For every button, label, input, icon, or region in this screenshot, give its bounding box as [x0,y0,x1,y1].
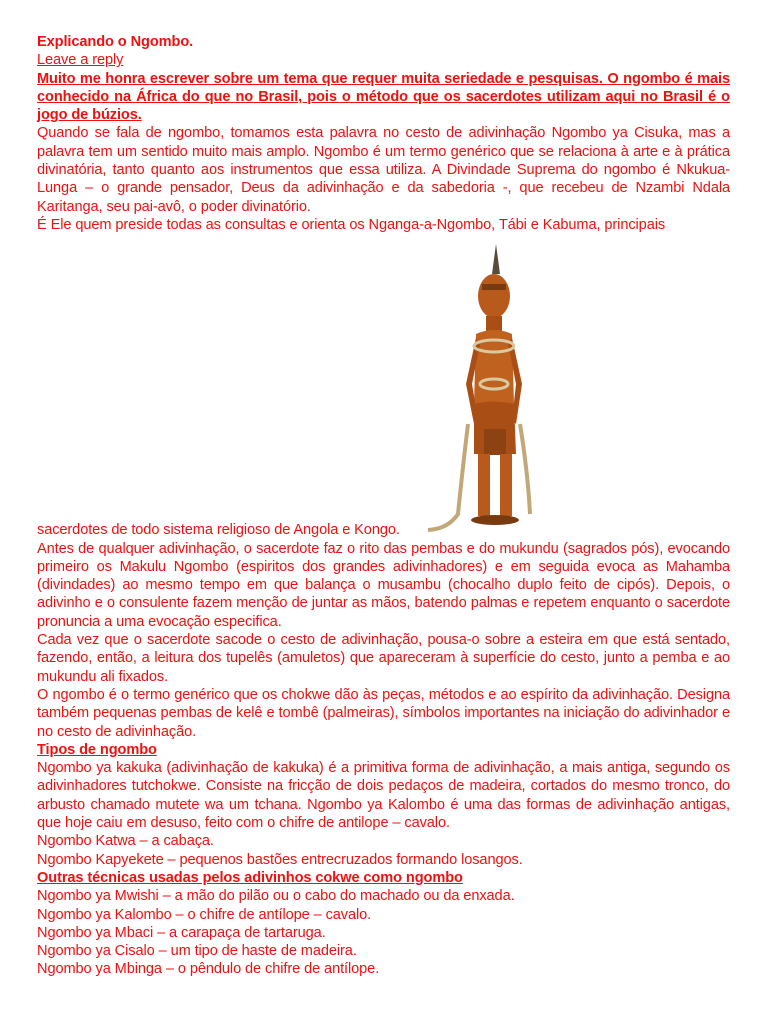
reply-row [37,51,730,69]
paragraph-4: Cada vez que o sacerdote sacode o cesto de adivinhação, pousa-o sobre a esteira em que está sentado, fazendo, então, a leitura dos tupelês (amuletos) que apareceram à superfície do cesto, junto a pemba e ao mukundu ali fixados. [37,632,730,685]
technique-item: Ngombo ya Mbinga – o pêndulo de chifre de antílope. [37,961,380,978]
figure-container [37,234,730,521]
technique-item: Ngombo ya Kalombo – o chifre de antílope – cavalo. [37,906,372,923]
paragraph-3: Antes de qualquer adivinhação, o sacerdote faz o rito das pembas e do mukundu (sagrados pós), evocando primeiro os Makulu Ngombo (espiritos dos grandes adivinhadores) e em seguida evoca as Mahamba (divindades) ao mesmo tempo em que balança o musambu (chocalho duplo feito de cipós). Depois, o adivinho e o consulente fazem menção de juntar as mãos, batendo palmas e repetem enquanto o sacerdote pronuncia a uma evocação especifica. [37,540,730,630]
paragraph-5: O ngombo é o termo genérico que os chokwe dão às peças, métodos e ao espírito da adivinhação. Designa também pequenas pembas de kelê e tombê (palmeiras), símbolos importantes na iniciação do adivinhador e no cesto de adivinhação. [37,686,730,740]
article-title: Explicando o Ngombo. [37,34,194,50]
heading-tipos: Tipos de ngombo [37,741,157,758]
line-kapyekete: Ngombo Kapyekete – pequenos bastões entrecruzados formando losangos. [37,851,523,868]
paragraph-1: Quando se fala de ngombo, tomamos esta palavra no cesto de adivinhação Ngombo ya Cisuka, mas a palavra tem um sentido muito mais amplo. Ngombo é um termo genérico que se relaciona à arte e à prática divinatória, tanto quanto aos instrumentos que essa utiliza. A Divindade Suprema do ngombo é Nkukua-Lunga – o grande pensador, Deus da adivinhação e da sabedoria -, que recebeu de Nzambi Ndala Karitanga, seu pai-avô, o poder divinatório. [37,125,730,215]
technique-item: Ngombo ya Cisalo – um tipo de haste de madeira. [37,943,357,960]
line-katwa: Ngombo Katwa – a cabaça. [37,833,214,850]
technique-item: Ngombo ya Mwishi – a mão do pilão ou o cabo do machado ou da enxada. [37,888,515,905]
paragraph-6: Ngombo ya kakuka (adivinhação de kakuka) é a primitiva forma de adivinhação, a mais antiga, segundo os adivinhadores tutchokwe. Consiste na fricção de dois pedaços de madeira, cortados do mesmo tronco, do arbusto chamado mutete wa um tchana. Ngombo ya Kalombo é uma das formas de adivinhação antigas, que hoje caiu em desuso, feito com o chifre de antilope – cavalo. [37,760,730,832]
paragraph-2a: É Ele quem preside todas as consultas e orienta os Nganga-a-Ngombo, Tábi e Kabuma, principais [37,216,666,233]
leave-reply-link[interactable]: Leave a reply [37,52,124,69]
heading-outras: Outras técnicas usadas pelos adivinhos cokwe como ngombo [37,869,463,886]
statue-drawing [418,234,550,534]
technique-item: Ngombo ya Mbaci – a carapaça de tartaruga. [37,924,326,941]
article [37,33,730,979]
ngombo-statue-figure [418,234,550,534]
intro-paragraph: Muito me honra escrever sobre um tema que requer muita seriedade e pesquisas. O ngombo é mais conhecido na África do que no Brasil, pois o método que os sacerdotes utilizam aqui no Brasil é o jogo de búzios. [37,70,730,124]
paragraph-2b: sacerdotes de todo sistema religioso de Angola e Kongo. [37,522,400,539]
